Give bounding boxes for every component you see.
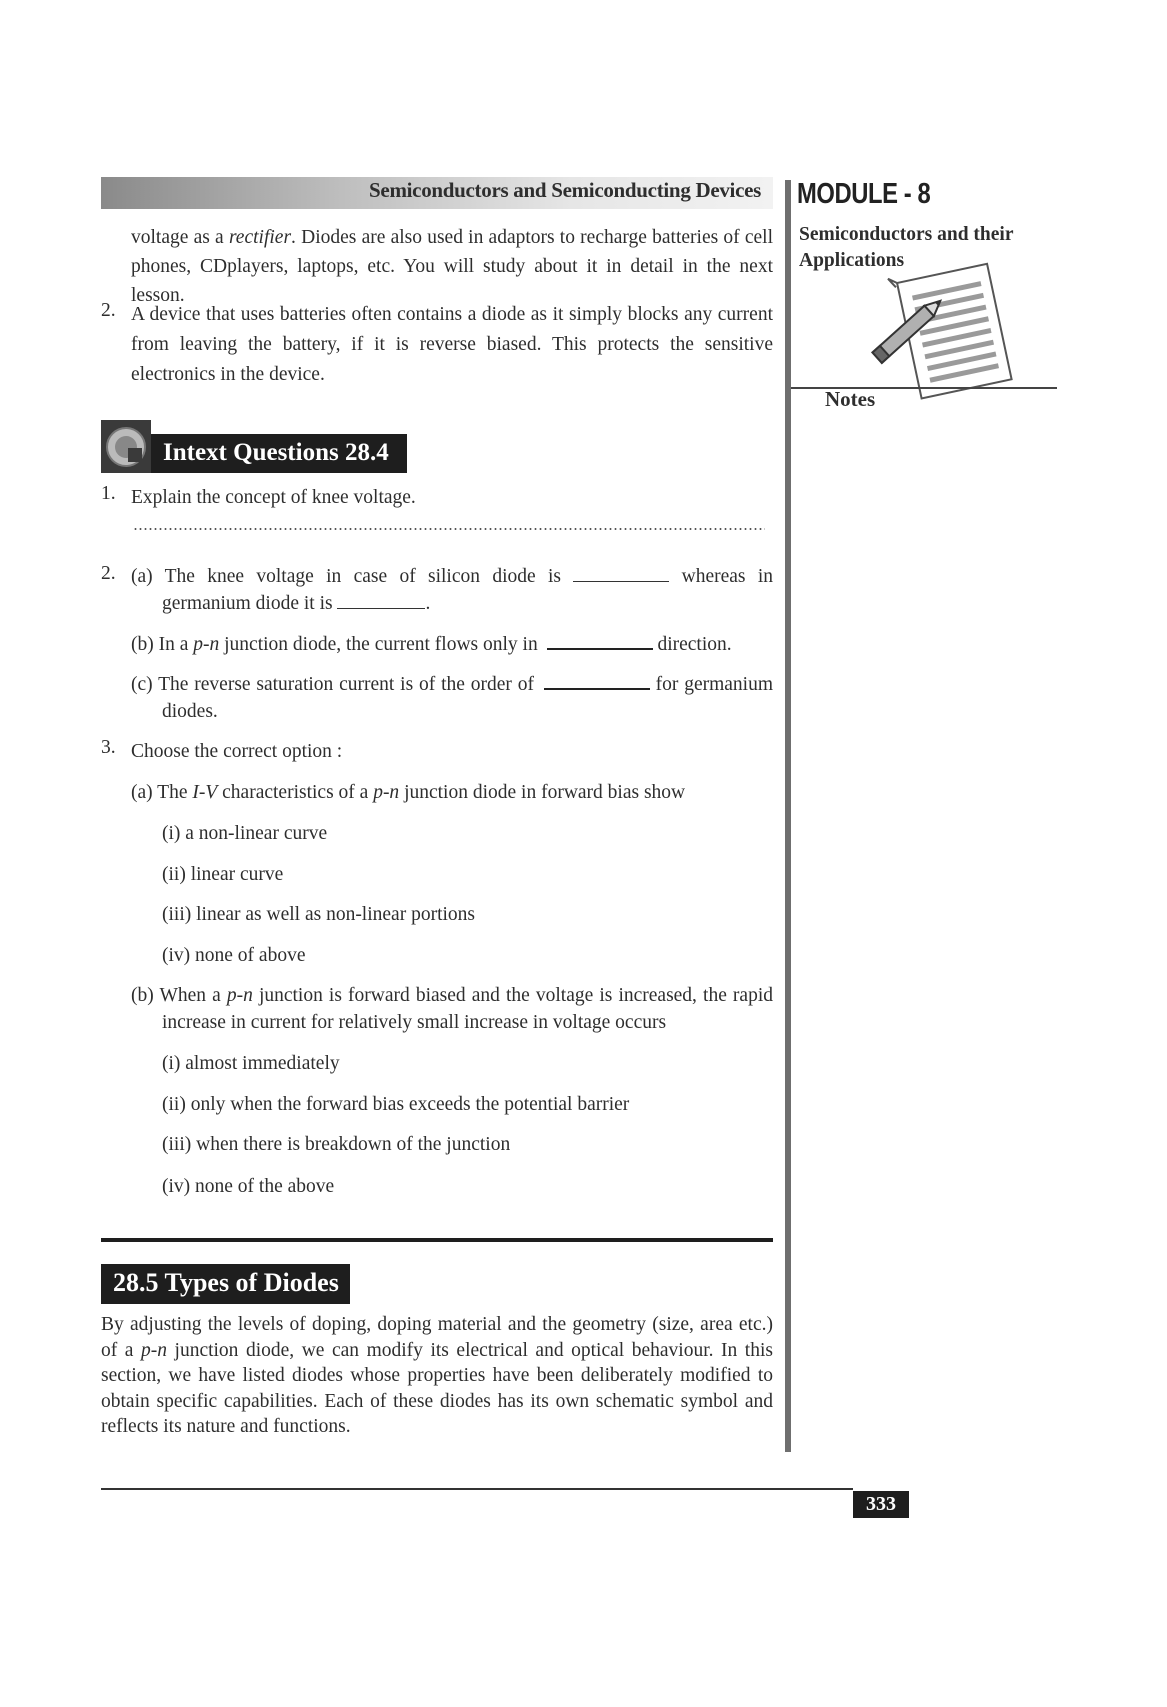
section-heading: 28.5 Types of Diodes <box>101 1264 350 1304</box>
running-header-bar <box>101 177 773 209</box>
option[interactable]: (i) a non-linear curve <box>162 823 328 844</box>
question-number: 2. <box>101 563 116 584</box>
intext-title: Intext Questions 28.4 <box>151 434 407 473</box>
option[interactable]: (i) almost immediately <box>162 1053 340 1074</box>
intext-heading <box>101 420 407 473</box>
question-number: 1. <box>101 483 116 504</box>
question-2a: (a) The knee voltage in case of silicon diode is whereas in germanium diode it is . <box>131 566 773 614</box>
answer-dotted-line <box>133 528 765 530</box>
fill-blank[interactable] <box>573 565 669 582</box>
page-number: 333 <box>853 1491 909 1518</box>
question-3b: (b) When a p-n junction is forward biased and the voltage is increased, the rapid increase in current for relatively small increase in voltage occurs <box>131 985 773 1033</box>
intro-paragraph: voltage as a rectifier. Diodes are also used in adaptors to recharge batteries of cell phones, CDplayers, laptops, etc. You will study about it in detail in the next lesson. <box>131 227 774 306</box>
list-number: 2. <box>101 300 116 321</box>
fill-blank[interactable] <box>547 632 653 650</box>
running-header-title: Semiconductors and Semiconducting Devices <box>369 178 761 202</box>
question-text: Choose the correct option : <box>131 741 343 762</box>
section-paragraph: By adjusting the levels of doping, doping material and the geometry (size, area etc.) of a p-n junction diode, we can modify its electrical and optical behaviour. In this section, we have listed diodes whose properties have been deliberately modified to obtain specific capabilities. Each of these diodes has its own schematic symbol and reflects its nature and functions. <box>101 1314 773 1437</box>
section-rule <box>101 1238 773 1242</box>
option[interactable]: (iii) linear as well as non-linear portions <box>162 904 475 925</box>
question-number: 3. <box>101 737 116 758</box>
question-2b: (b) In a p-n junction diode, the current flows only in direction. <box>131 634 732 655</box>
question-3a: (a) The I-V characteristics of a p-n junction diode in forward bias show <box>131 782 686 803</box>
fill-blank[interactable] <box>337 592 425 609</box>
option[interactable]: (iv) none of above <box>162 945 306 966</box>
option[interactable]: (iv) none of the above <box>162 1176 335 1197</box>
margin-divider <box>785 180 791 1452</box>
question-2c: (c) The reverse saturation current is of the order of for germanium diodes. <box>131 674 774 722</box>
notes-pencil-icon <box>870 255 1030 405</box>
option[interactable]: (ii) linear curve <box>162 864 284 885</box>
module-subtitle: Semiconductors and their Applications <box>799 224 1014 271</box>
fill-blank[interactable] <box>544 672 650 690</box>
question-text: Explain the concept of knee voltage. <box>131 487 416 508</box>
question-disc-icon <box>101 420 151 473</box>
notes-label: Notes <box>825 387 876 411</box>
option[interactable]: (iii) when there is breakdown of the junction <box>162 1134 511 1155</box>
option[interactable]: (ii) only when the forward bias exceeds the potential barrier <box>162 1094 630 1115</box>
list-item-text: A device that uses batteries often contains a diode as it simply blocks any current from leaving the battery, if it is reverse biased. This protects the sensitive electronics in the device. <box>131 304 773 385</box>
footer-rule <box>101 1488 853 1490</box>
module-label: MODULE - 8 <box>797 178 931 210</box>
